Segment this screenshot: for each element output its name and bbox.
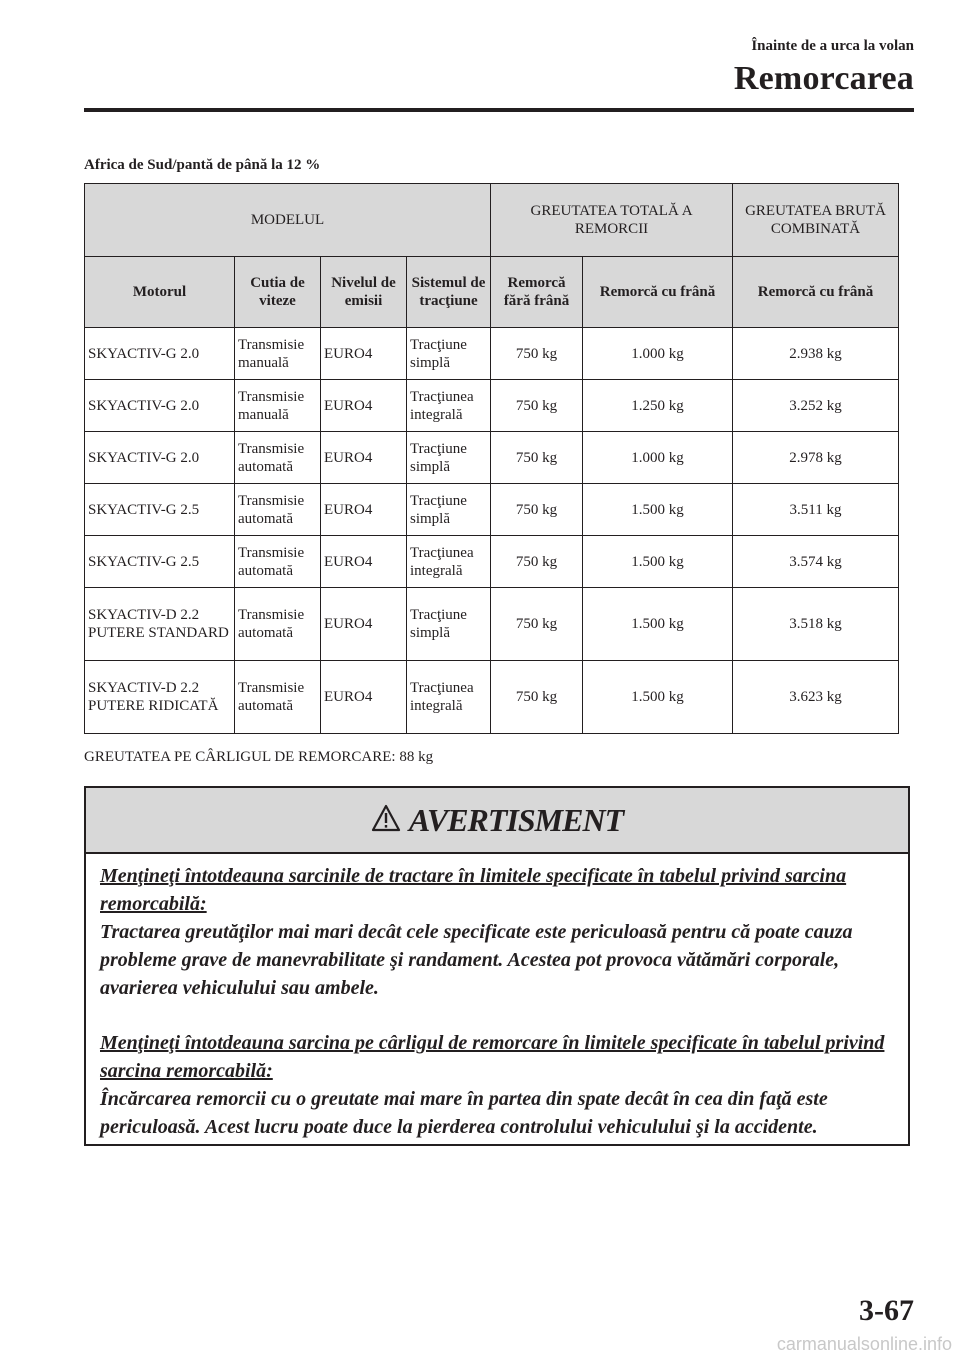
cell-unbraked: 750 kg <box>491 432 583 484</box>
cell-gross: 3.511 kg <box>733 484 899 536</box>
cell-gearbox: Transmisie manuală <box>235 328 321 380</box>
cell-braked: 1.000 kg <box>583 328 733 380</box>
cell-drive: Tracţiune simplă <box>407 588 491 661</box>
table-row <box>85 328 899 380</box>
cell-unbraked: 750 kg <box>491 484 583 536</box>
cell-drive: Tracţiune simplă <box>407 432 491 484</box>
tow-hitch-load-note: GREUTATEA PE CÂRLIGUL DE REMORCARE: 88 kg <box>84 749 434 765</box>
table-row <box>85 588 899 661</box>
cell-gross: 3.252 kg <box>733 380 899 432</box>
cell-emissions: EURO4 <box>321 588 407 661</box>
page-number: 3-67 <box>859 1294 914 1327</box>
column-header: Remorcă cu frână <box>583 257 733 328</box>
cell-unbraked: 750 kg <box>491 536 583 588</box>
section-title: Africa de Sud/pantă de până la 12 % <box>84 157 321 173</box>
cell-emissions: EURO4 <box>321 661 407 734</box>
warning-body <box>86 854 908 1141</box>
cell-gross: 2.938 kg <box>733 328 899 380</box>
cell-gearbox: Transmisie automată <box>235 484 321 536</box>
cell-gearbox: Transmisie manuală <box>235 380 321 432</box>
cell-gearbox: Transmisie automată <box>235 536 321 588</box>
cell-emissions: EURO4 <box>321 380 407 432</box>
table-row <box>85 484 899 536</box>
page-title: Remorcarea <box>733 60 914 97</box>
column-header: Remorcă cu frână <box>733 257 899 328</box>
column-header: Remorcă fără frână <box>491 257 583 328</box>
cell-emissions: EURO4 <box>321 536 407 588</box>
cell-unbraked: 750 kg <box>491 661 583 734</box>
cell-engine: SKYACTIV-G 2.0 <box>85 380 235 432</box>
warning-header <box>86 788 908 854</box>
cell-unbraked: 750 kg <box>491 588 583 661</box>
warning-text-hitch-load: Încărcarea remorcii cu o greutate mai mare în partea din spate decât în cea din faţă este periculoasă. Acest lucru poate duce la pierderea controlului vehiculului şi la accidente. <box>100 1088 828 1138</box>
watermark-text: carmanualsonline.info <box>776 1334 952 1354</box>
column-header: Nivelul de emisii <box>321 257 407 328</box>
cell-gearbox: Transmisie automată <box>235 588 321 661</box>
cell-engine: SKYACTIV-G 2.5 <box>85 484 235 536</box>
warning-heading-hitch-load: Menţineţi întotdeauna sarcina pe cârligul de remorcare în limitele specificate în tabelul privind sarcina remorcabilă: <box>100 1032 885 1082</box>
warning-heading-towing-load: Menţineţi întotdeauna sarcinile de tractare în limitele specificate în tabelul privind sarcina remorcabilă: <box>100 865 847 915</box>
warning-text-towing-load: Tractarea greutăţilor mai mari decât cele specificate este periculoasă pentru că poate cauza probleme grave de manevrabilitate şi randament. Acestea pot provoca vătămări corporale, avarierea vehiculului sau ambele. <box>100 921 853 999</box>
cell-emissions: EURO4 <box>321 484 407 536</box>
cell-engine: SKYACTIV-D 2.2 PUTERE RIDICATĂ <box>85 661 235 734</box>
warning-title: AVERTISMENT <box>408 801 624 838</box>
cell-braked: 1.250 kg <box>583 380 733 432</box>
towing-capacity-table <box>84 183 899 734</box>
cell-engine: SKYACTIV-G 2.0 <box>85 328 235 380</box>
cell-drive: Tracţiunea integrală <box>407 536 491 588</box>
cell-gearbox: Transmisie automată <box>235 432 321 484</box>
column-header: Sistemul de tracţiune <box>407 257 491 328</box>
chapter-heading: Înainte de a urca la volan <box>751 38 914 54</box>
cell-unbraked: 750 kg <box>491 328 583 380</box>
group-header-total-weight: GREUTATEA TOTALĂ A REMORCII <box>491 184 733 257</box>
cell-gross: 2.978 kg <box>733 432 899 484</box>
cell-emissions: EURO4 <box>321 432 407 484</box>
cell-braked: 1.000 kg <box>583 432 733 484</box>
cell-braked: 1.500 kg <box>583 588 733 661</box>
cell-gross: 3.518 kg <box>733 588 899 661</box>
cell-unbraked: 750 kg <box>491 380 583 432</box>
cell-engine: SKYACTIV-D 2.2 PUTERE STANDARD <box>85 588 235 661</box>
table-column-header-row <box>85 257 899 328</box>
cell-emissions: EURO4 <box>321 328 407 380</box>
cell-braked: 1.500 kg <box>583 536 733 588</box>
group-header-gross-combined: GREUTATEA BRUTĂ COMBINATĂ <box>733 184 899 257</box>
cell-drive: Tracţiune simplă <box>407 484 491 536</box>
cell-braked: 1.500 kg <box>583 484 733 536</box>
column-header: Cutia de viteze <box>235 257 321 328</box>
cell-engine: SKYACTIV-G 2.5 <box>85 536 235 588</box>
header-divider <box>84 108 914 112</box>
cell-engine: SKYACTIV-G 2.0 <box>85 432 235 484</box>
cell-gross: 3.623 kg <box>733 661 899 734</box>
cell-drive: Tracţiune simplă <box>407 328 491 380</box>
column-header: Motorul <box>85 257 235 328</box>
table-row <box>85 536 899 588</box>
cell-braked: 1.500 kg <box>583 661 733 734</box>
table-row <box>85 380 899 432</box>
cell-gearbox: Transmisie automată <box>235 661 321 734</box>
cell-drive: Tracţiunea integrală <box>407 380 491 432</box>
group-header-model: MODELUL <box>85 184 491 257</box>
table-row <box>85 432 899 484</box>
table-group-header-row <box>85 184 899 257</box>
table-row <box>85 661 899 734</box>
warning-triangle-icon <box>371 804 401 837</box>
warning-box <box>84 786 910 1146</box>
cell-drive: Tracţiunea integrală <box>407 661 491 734</box>
cell-gross: 3.574 kg <box>733 536 899 588</box>
